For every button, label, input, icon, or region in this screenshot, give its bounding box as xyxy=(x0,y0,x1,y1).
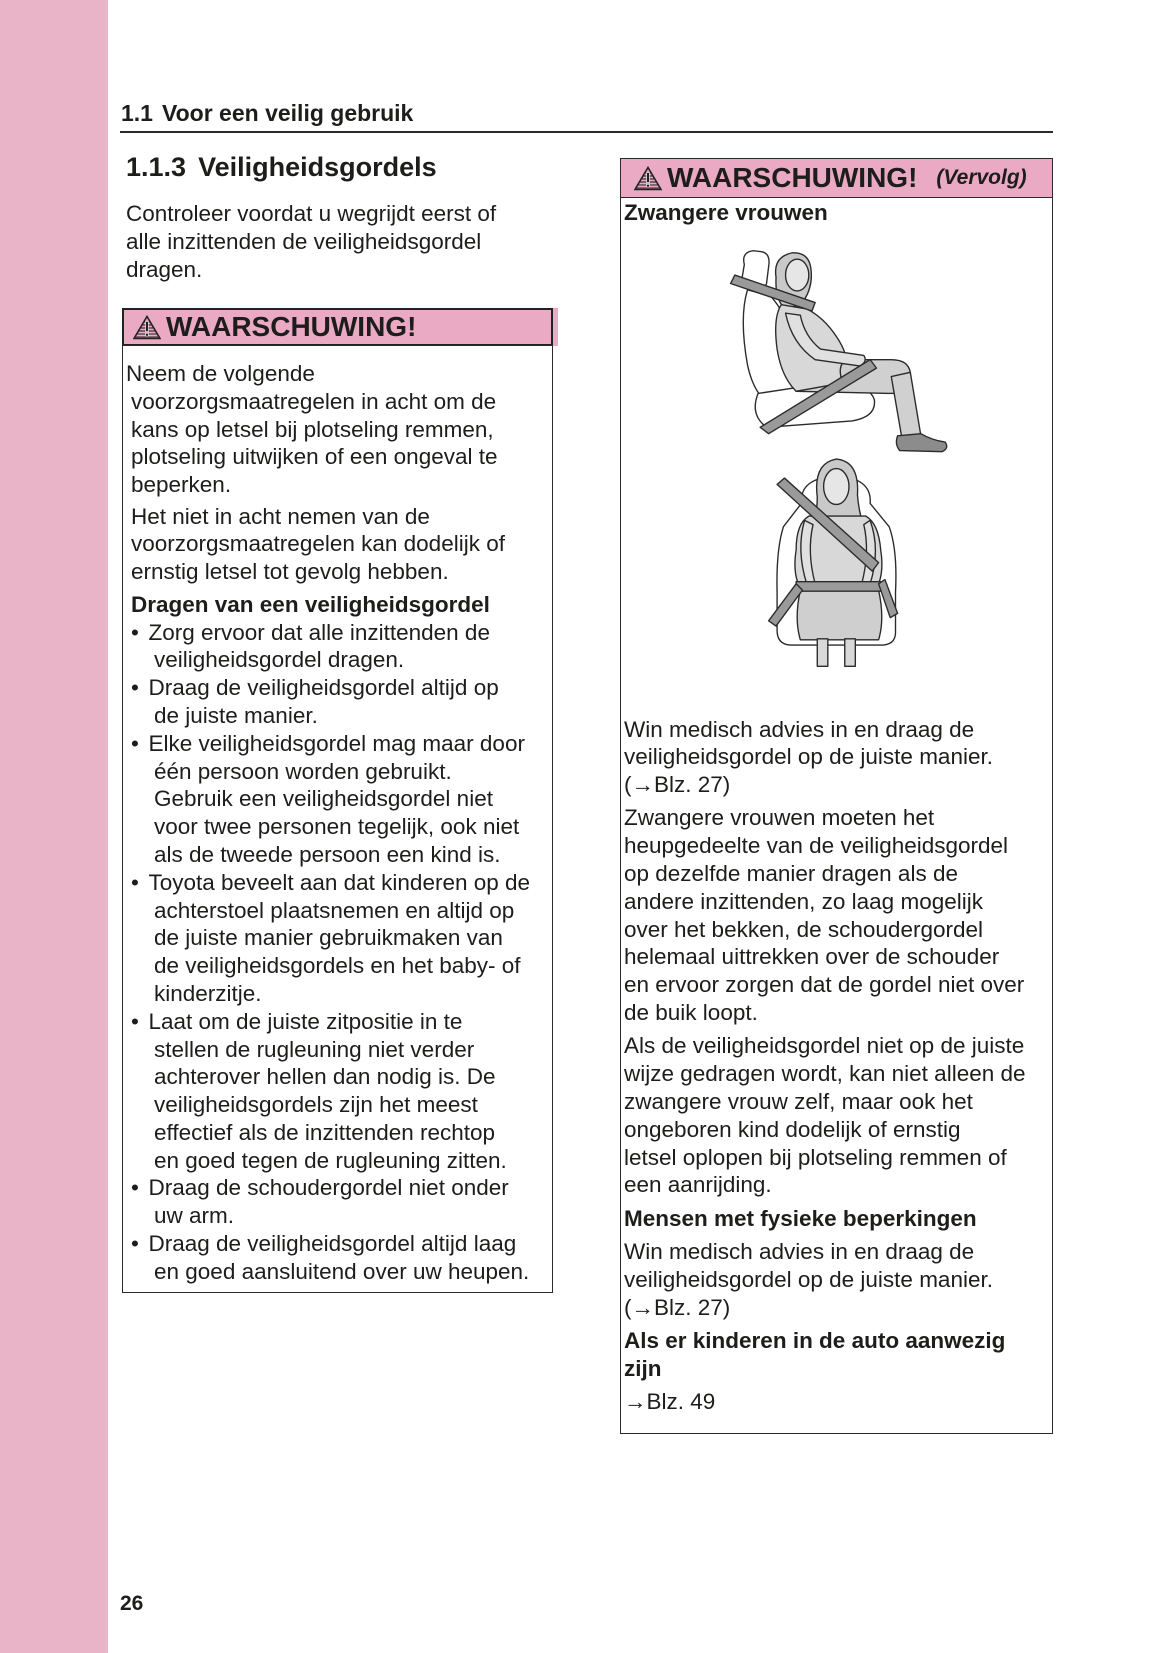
running-header-number: 1.1 xyxy=(121,100,153,126)
face xyxy=(785,259,808,291)
pregnant-risk: Als de veiligheidsgordel niet op de juiste wijze gedragen wordt, kan niet alleen de zwangere vrouw zelf, maar ook het ongeboren kind dodelijk of ernstig letsel oplopen bij plotseling remmen of een aanrijding. xyxy=(624,1033,1026,1198)
list-item: • Elke veiligheidsgordel mag maar door één persoon worden gebruikt. Gebruik een veiligheidsgordel niet voor twee personen tegelijk, ook niet als de tweede persoon een kind is. xyxy=(131,730,547,869)
list-item: • Draag de veiligheidsgordel altijd laag en goed aansluitend over uw heupen. xyxy=(131,1230,547,1286)
disabilities-advice: Win medisch advies in en draag de veiligheidsgordel op de juiste manier. (→Blz. 27) xyxy=(624,1238,993,1320)
list-item: • Toyota beveelt aan dat kinderen op de achterstoel plaatsnemen en altijd op de juiste manier gebruikmaken van de veiligheidsgordels en het baby- of kinderzitje. xyxy=(131,869,547,1008)
pregnant-advice: Win medisch advies in en draag de veiligheidsgordel op de juiste manier. (→Blz. 27) xyxy=(624,716,993,798)
disabilities-heading: Mensen met fysieke beperkingen xyxy=(624,1205,977,1231)
pregnant-women-heading: Zwangere vrouwen xyxy=(624,200,828,225)
side-view-figure xyxy=(730,251,946,452)
warning-content xyxy=(126,360,547,1286)
list-item: • Draag de veiligheidsgordel altijd op de juiste manier. xyxy=(131,674,547,730)
page-title xyxy=(126,151,437,183)
warning-paragraph: Het niet in acht nemen van de voorzorgsmaatregelen kan dodelijk of ernstig letsel tot gevolg hebben. xyxy=(131,503,505,585)
running-header xyxy=(121,99,413,127)
warning-title: WAARSCHUWING! xyxy=(667,162,918,193)
running-header-title: Voor een veilig gebruik xyxy=(161,100,414,126)
pregnant-woman-seatbelt-illustration xyxy=(720,243,960,674)
list-item: • Laat om de juiste zitpositie in te stellen de rugleuning niet verder achterover hellen dan nodig is. De veiligheidsgordels zijn het meest effectief als de inzittenden rechtop en goed tegen de rugleuning zitten. xyxy=(131,1008,547,1175)
side-color-strip xyxy=(0,0,108,1653)
lap-belt xyxy=(796,582,881,592)
lower-leg xyxy=(891,372,921,438)
header-rule xyxy=(120,131,1053,133)
shoe xyxy=(896,434,946,452)
warning-continued-label: (Vervolg) xyxy=(936,166,1027,189)
intro-text: Controleer voordat u wegrijdt eerst of alle inzittenden de veiligheidsgordel dragen. xyxy=(126,201,497,282)
warning-continued-content xyxy=(624,716,1050,1416)
pregnant-instructions: Zwangere vrouwen moeten het heupgedeelte van de veiligheidsgordel op dezelfde manier dragen als de andere inzittenden, zo laag mogelijk over het bekken, de schoudergordel helemaal uittrekken over de schouder en ervoor zorgen dat de gordel niet over de buik loopt. xyxy=(624,805,1025,1026)
warning-body xyxy=(122,345,553,1293)
face xyxy=(823,469,848,505)
warning-continued-header xyxy=(621,159,1052,198)
bullet-list xyxy=(131,619,547,1286)
subsection-number: 1.1.3 xyxy=(126,152,187,182)
children-heading: Als er kinderen in de auto aanwezig zijn xyxy=(624,1327,1006,1381)
front-view-figure xyxy=(768,459,897,666)
subsection-title: Veiligheidsgordels xyxy=(198,152,437,182)
warning-subheading: Dragen van een veiligheidsgordel xyxy=(131,591,490,617)
list-item: • Draag de schoudergordel niet onder uw arm. xyxy=(131,1174,547,1230)
warning-title: WAARSCHUWING! xyxy=(166,311,417,342)
list-item: • Zorg ervoor dat alle inzittenden de veiligheidsgordel dragen. xyxy=(131,619,547,675)
skirt xyxy=(797,590,882,640)
left-leg xyxy=(817,639,828,666)
warning-triangle-icon xyxy=(133,315,161,340)
warning-header xyxy=(122,308,553,346)
children-page-reference: →Blz. 49 xyxy=(624,1388,716,1414)
warning-triangle-icon xyxy=(634,166,662,191)
page-number: 26 xyxy=(120,1592,144,1615)
right-leg xyxy=(844,639,855,666)
warning-paragraph: Neem de volgende voorzorgsmaatregelen in acht om de kans op letsel bij plotseling remmen, plotseling uitwijken of een ongeval te beperken. xyxy=(126,361,498,498)
